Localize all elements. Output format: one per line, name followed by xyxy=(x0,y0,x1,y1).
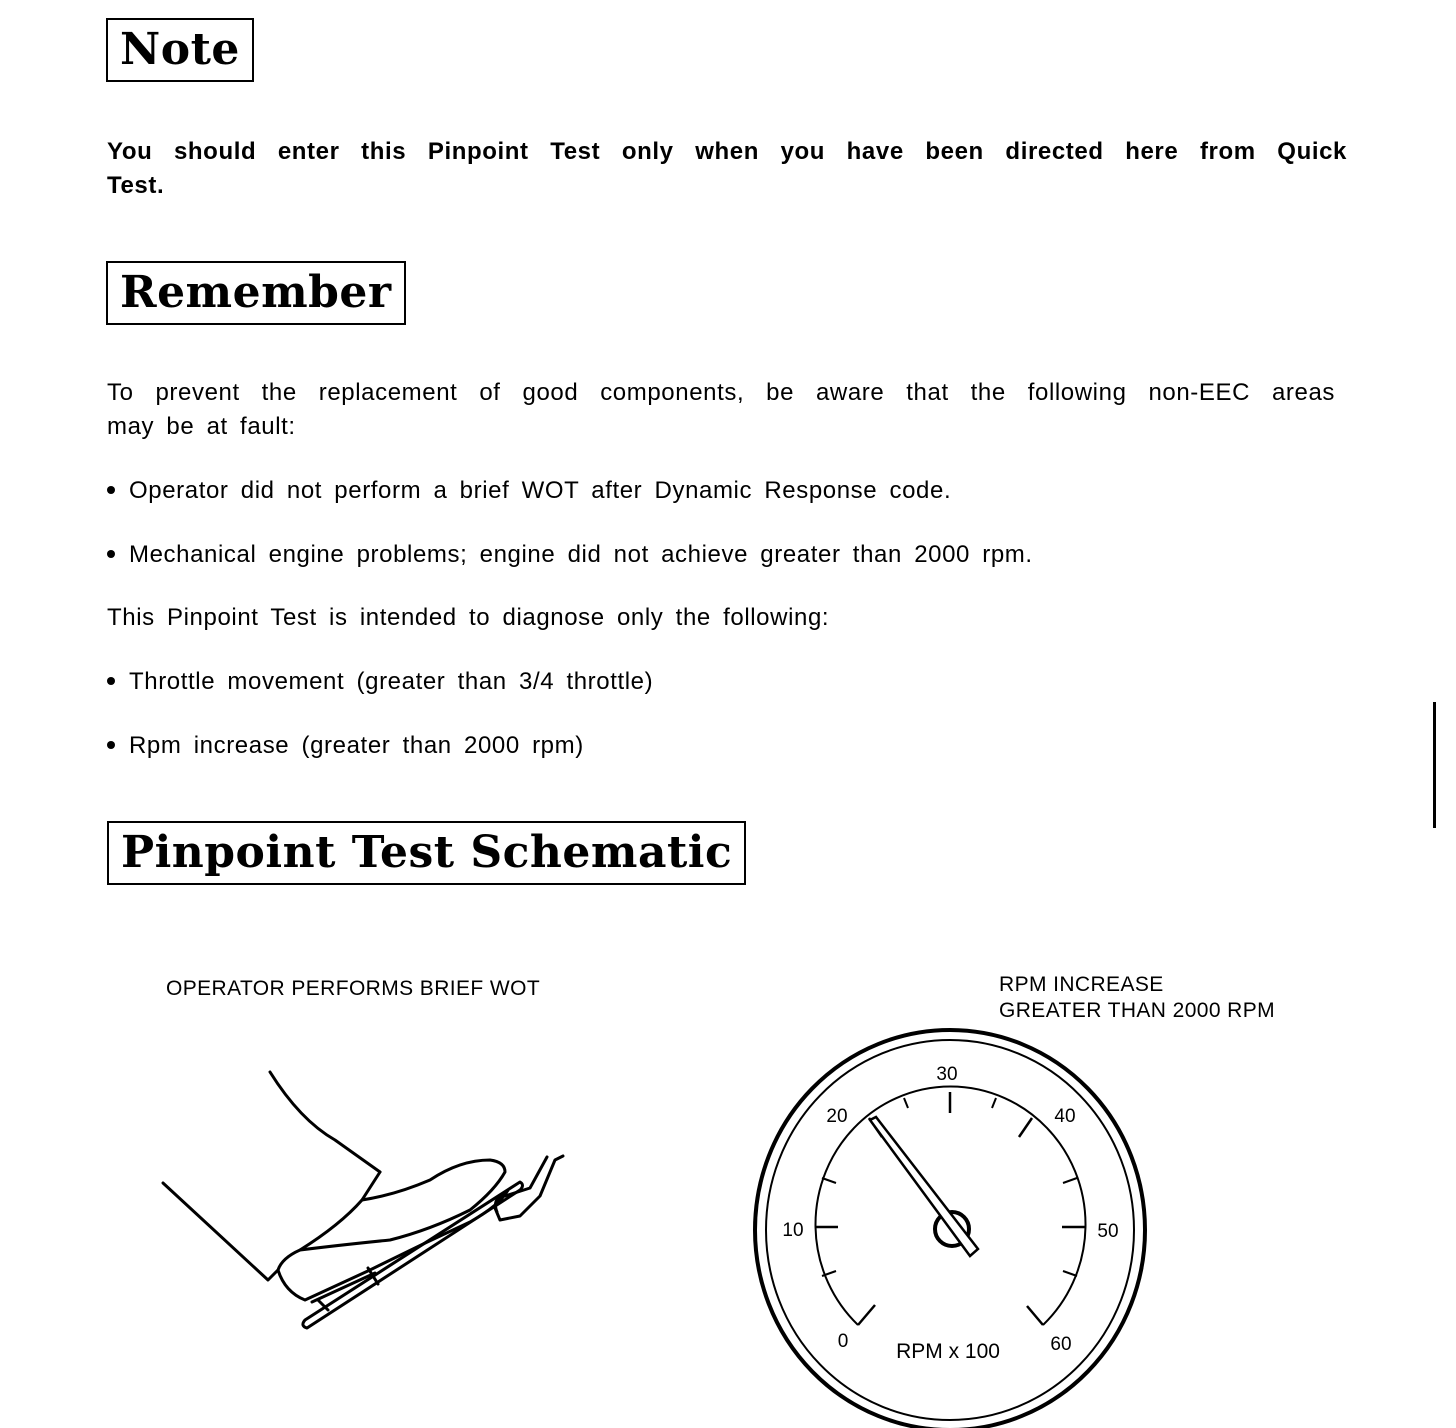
schematic-heading-text: Pinpoint Test Schematic xyxy=(121,827,733,878)
diagnose-item: Rpm increase (greater than 2000 rpm) xyxy=(107,731,584,761)
note-heading-text: Note xyxy=(120,24,240,75)
note-text-line1: You should enter this Pinpoint Test only when you have been directed here from Quick xyxy=(107,138,1347,165)
gauge-label-40: 40 xyxy=(1054,1106,1076,1127)
right-caption: RPM INCREASE GREATER THAN 2000 RPM xyxy=(999,973,1276,1022)
note-text xyxy=(107,135,1347,203)
bullet-icon xyxy=(107,677,115,685)
gauge-label-60: 60 xyxy=(1050,1334,1072,1355)
gauge-label-0: 0 xyxy=(837,1331,849,1352)
bullet-icon xyxy=(107,486,115,494)
gauge-label-30: 30 xyxy=(936,1064,958,1085)
schematic-heading xyxy=(107,821,746,885)
foot-pedal-illustration xyxy=(150,1060,590,1350)
diagnose-intro: This Pinpoint Test is intended to diagnose only the following: xyxy=(107,604,830,631)
tachometer-gauge xyxy=(745,1020,1155,1428)
gauge-unit-label: RPM x 100 xyxy=(896,1340,1000,1363)
gauge-label-50: 50 xyxy=(1097,1221,1119,1242)
note-heading xyxy=(106,18,254,82)
bullet-icon xyxy=(107,550,115,558)
bullet-icon xyxy=(107,741,115,749)
fault-item: Mechanical engine problems; engine did not achieve greater than 2000 rpm. xyxy=(107,540,1033,570)
remember-heading xyxy=(106,261,406,325)
diagnose-item: Throttle movement (greater than 3/4 throttle) xyxy=(107,667,653,697)
gauge-label-20: 20 xyxy=(826,1106,848,1127)
gauge-label-10: 10 xyxy=(782,1220,804,1241)
remember-intro xyxy=(107,376,1335,444)
change-bar xyxy=(1433,702,1436,828)
remember-intro-line2: may be at fault: xyxy=(107,413,296,440)
remember-intro-line1: To prevent the replacement of good components, be aware that the following non-EEC areas xyxy=(107,379,1335,406)
fault-item: Operator did not perform a brief WOT after Dynamic Response code. xyxy=(107,476,951,506)
note-text-line2: Test. xyxy=(107,172,165,199)
remember-heading-text: Remember xyxy=(120,267,392,318)
left-caption: OPERATOR PERFORMS BRIEF WOT xyxy=(166,977,541,1000)
